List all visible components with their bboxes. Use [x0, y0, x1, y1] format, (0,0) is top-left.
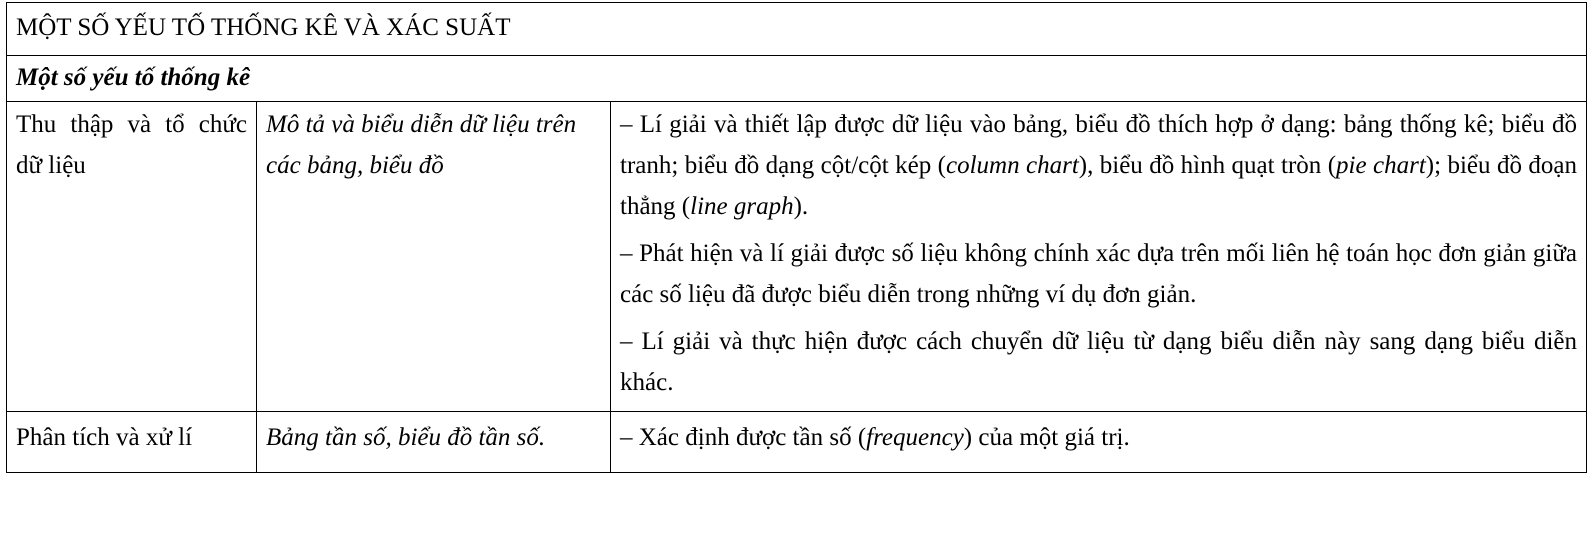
requirement-item: – Lí giải và thực hiện được cách chuyển dữ liệu từ dạng biểu diễn này sang dạng biểu diễn khác.: [620, 328, 1577, 396]
requirement-text: – Lí giải và thiết lập được dữ liệu vào bảng, biểu đồ thích hợp ở dạng: bảng thống kê; biểu đồ tranh; biểu đồ dạng cột/cột kép (: [620, 111, 1577, 179]
requirement-item: [620, 417, 1577, 458]
english-term: line graph: [690, 193, 794, 220]
section-title: MỘT SỐ YẾU TỐ THỐNG KÊ VÀ XÁC SUẤT: [7, 3, 1587, 56]
requirement-item: – Phát hiện và lí giải được số liệu không chính xác dựa trên mối liên hệ toán học đơn giản giữa các số liệu đã được biểu diễn trong những ví dụ đơn giản.: [620, 240, 1577, 308]
topic-cell: Thu thập và tổ chức dữ liệu: [7, 102, 257, 412]
requirements-cell: [611, 412, 1587, 473]
english-term: pie chart: [1336, 152, 1426, 179]
curriculum-table: [6, 2, 1587, 473]
content-cell: Bảng tần số, biểu đồ tần số.: [257, 412, 611, 473]
english-term: column chart: [945, 152, 1079, 179]
subsection-title: Một số yếu tố thống kê: [7, 56, 1587, 102]
content-cell: Mô tả và biểu diễn dữ liệu trên các bảng, biểu đồ: [257, 102, 611, 412]
requirements-cell: [611, 102, 1587, 412]
topic-cell: Phân tích và xử lí: [7, 412, 257, 473]
requirement-item: [620, 104, 1577, 227]
table-row: [7, 102, 1587, 412]
curriculum-table-document: [6, 2, 1587, 473]
table-row: [7, 412, 1587, 473]
requirement-text: – Xác định được tần số (: [620, 424, 867, 451]
english-term: frequency: [866, 424, 964, 451]
requirement-text: ) của một giá trị.: [963, 424, 1130, 451]
requirement-text: ).: [793, 193, 809, 220]
subsection-title-row: [7, 56, 1587, 102]
requirement-text: ), biểu đồ hình quạt tròn (: [1078, 152, 1337, 179]
requirement-text: ); biểu đồ đoạn thẳng (: [620, 152, 1577, 220]
section-title-row: [7, 3, 1587, 56]
